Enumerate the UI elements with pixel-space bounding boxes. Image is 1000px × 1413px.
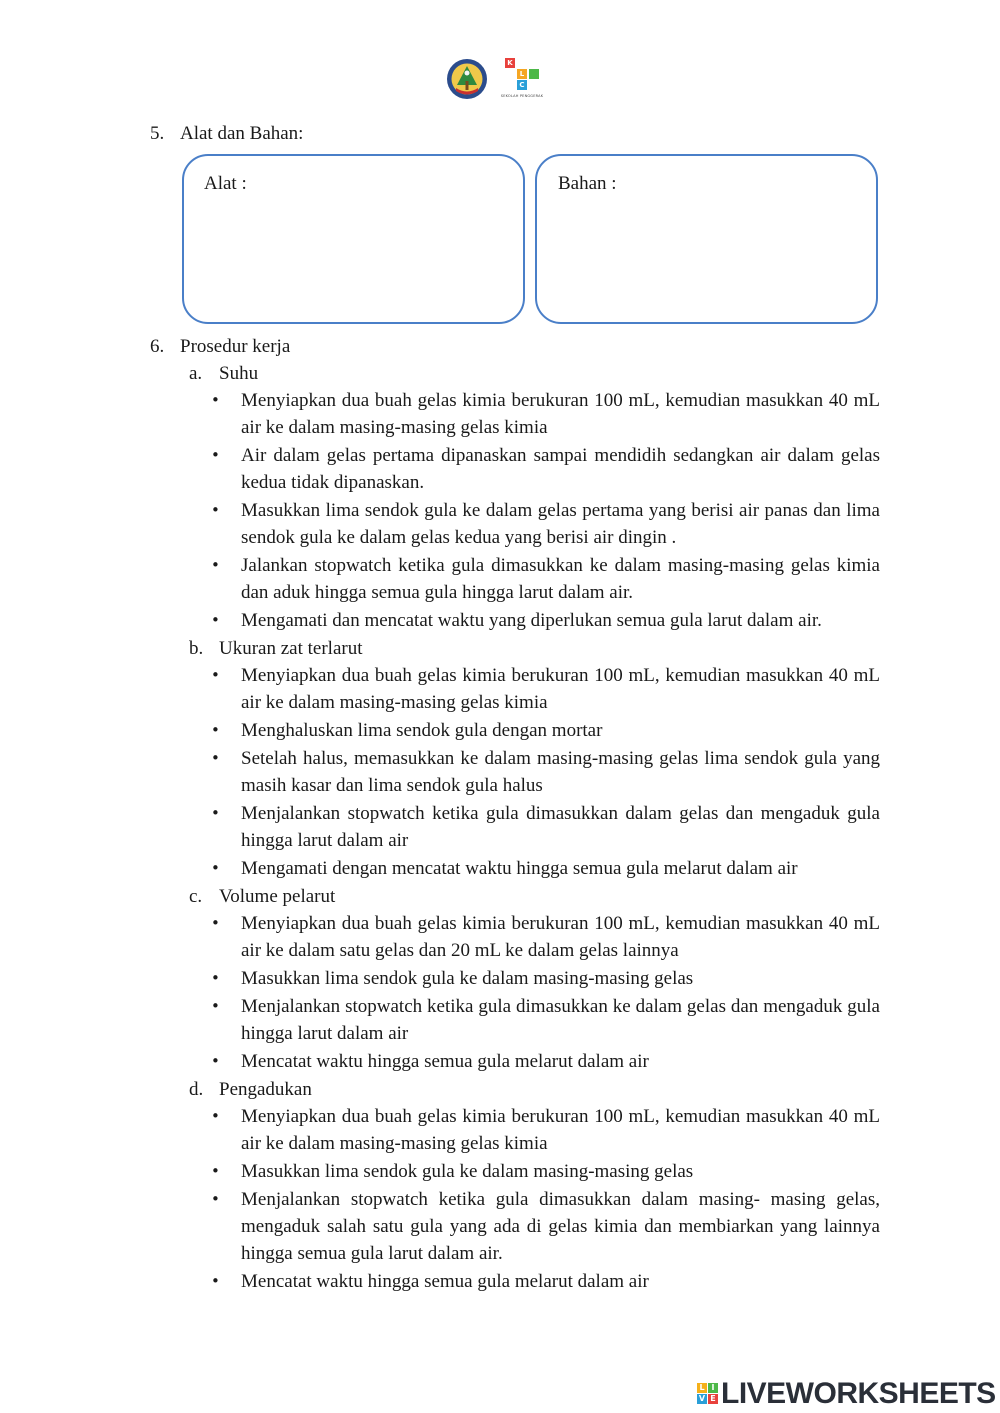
step-item: • Mengamati dan mencatat waktu yang diperlukan semua gula larut dalam air. [241,607,880,634]
subsection-title [189,1076,880,1103]
section-5-heading [150,121,303,147]
procedure-section [150,333,880,1296]
bahan-answer-box[interactable] [535,154,878,324]
section-5-title: Alat dan Bahan: [180,123,304,144]
step-item: • Jalankan stopwatch ketika gula dimasukkan ke dalam masing-masing gelas kimia dan aduk hingga semua gula hingga larut dalam air. [241,552,880,606]
step-item: • Menyiapkan dua buah gelas kimia berukuran 100 mL, kemudian masukkan 40 mL air ke dalam masing-masing gelas kimia [241,1103,880,1157]
step-item: • Mencatat waktu hingga semua gula melarut dalam air [241,1268,880,1295]
subsection-ukuran-zat-terlarut [150,635,880,882]
alat-answer-box[interactable] [182,154,525,324]
subsection-title [189,883,880,910]
subsection-pengadukan [150,1076,880,1295]
logo-tile-accent [529,69,539,79]
section-5-number: 5. [150,123,165,144]
step-list [189,662,880,882]
liveworksheets-logo-icon [697,1383,719,1405]
step-item: • Mencatat waktu hingga semua gula melarut dalam air [241,1048,880,1075]
step-item: • Menghaluskan lima sendok gula dengan mortar [241,717,880,744]
school-seal-icon [446,58,488,100]
step-item: • Masukkan lima sendok gula ke dalam gelas pertama yang berisi air panas dan lima sendok gula ke dalam gelas kedua yang berisi air dingin . [241,497,880,551]
subsection-name: Pengadukan [219,1079,312,1100]
section-6-heading [150,333,880,360]
lw-tile-v: V [698,1394,706,1403]
bahan-label: Bahan : [558,173,617,194]
kurikulum-logo [498,58,546,98]
subsection-title [189,360,880,387]
step-list [189,1103,880,1295]
logo-tile-k: K [505,58,515,68]
section-6-number: 6. [150,336,165,357]
liveworksheets-wordmark: LIVEWORKSHEETS [721,1377,996,1410]
subsection-letter: a. [189,363,203,384]
subsection-name: Volume pelarut [219,886,336,907]
step-item: • Menjalankan stopwatch ketika gula dimasukkan dalam masing- masing gelas, mengaduk salah satu gula yang ada di gelas kimia dan membiarkan yang lainnya hingga semua gula larut dalam air. [241,1186,880,1267]
subsection-letter: d. [189,1079,204,1100]
header-logos [446,58,546,100]
liveworksheets-watermark [697,1378,996,1410]
logo-caption: SEKOLAH PENGGERAK [500,94,544,98]
step-list [189,910,880,1075]
subsection-suhu [150,360,880,634]
subsection-name: Suhu [219,363,259,384]
step-item: • Menyiapkan dua buah gelas kimia berukuran 100 mL, kemudian masukkan 40 mL air ke dalam masing-masing gelas kimia [241,662,880,716]
step-item: • Menjalankan stopwatch ketika gula dimasukkan dalam gelas dan mengaduk gula hingga larut dalam air [241,800,880,854]
step-item: • Menyiapkan dua buah gelas kimia berukuran 100 mL, kemudian masukkan 40 mL air ke dalam satu gelas dan 20 mL ke dalam gelas lainnya [241,910,880,964]
subsection-letter: c. [189,886,203,907]
section-6-title: Prosedur kerja [180,336,291,357]
lw-tile-e: E [708,1394,718,1404]
logo-tile-c: C [517,80,527,90]
step-item: • Menjalankan stopwatch ketika gula dimasukkan ke dalam gelas dan mengaduk gula hingga larut dalam air [241,993,880,1047]
subsection-letter: b. [189,638,204,659]
lw-tile-i: I [708,1383,718,1393]
lw-tile-l: L [697,1383,707,1393]
alat-label: Alat : [204,173,247,194]
step-item: • Air dalam gelas pertama dipanaskan sampai mendidih sedangkan air dalam gelas kedua tidak dipanaskan. [241,442,880,496]
logo-tile-l: L [517,69,527,79]
step-item: • Masukkan lima sendok gula ke dalam masing-masing gelas [241,965,880,992]
step-list [189,387,880,634]
subsection-name: Ukuran zat terlarut [219,638,363,659]
subsection-title [189,635,880,662]
subsection-volume-pelarut [150,883,880,1075]
step-item: • Setelah halus, memasukkan ke dalam masing-masing gelas lima sendok gula yang masih kasar dan lima sendok gula halus [241,745,880,799]
step-item: • Mengamati dengan mencatat waktu hingga semua gula melarut dalam air [241,855,880,882]
step-item: • Masukkan lima sendok gula ke dalam masing-masing gelas [241,1158,880,1185]
kurikulum-logo-icon [505,58,539,90]
step-item: • Menyiapkan dua buah gelas kimia berukuran 100 mL, kemudian masukkan 40 mL air ke dalam masing-masing gelas kimia [241,387,880,441]
